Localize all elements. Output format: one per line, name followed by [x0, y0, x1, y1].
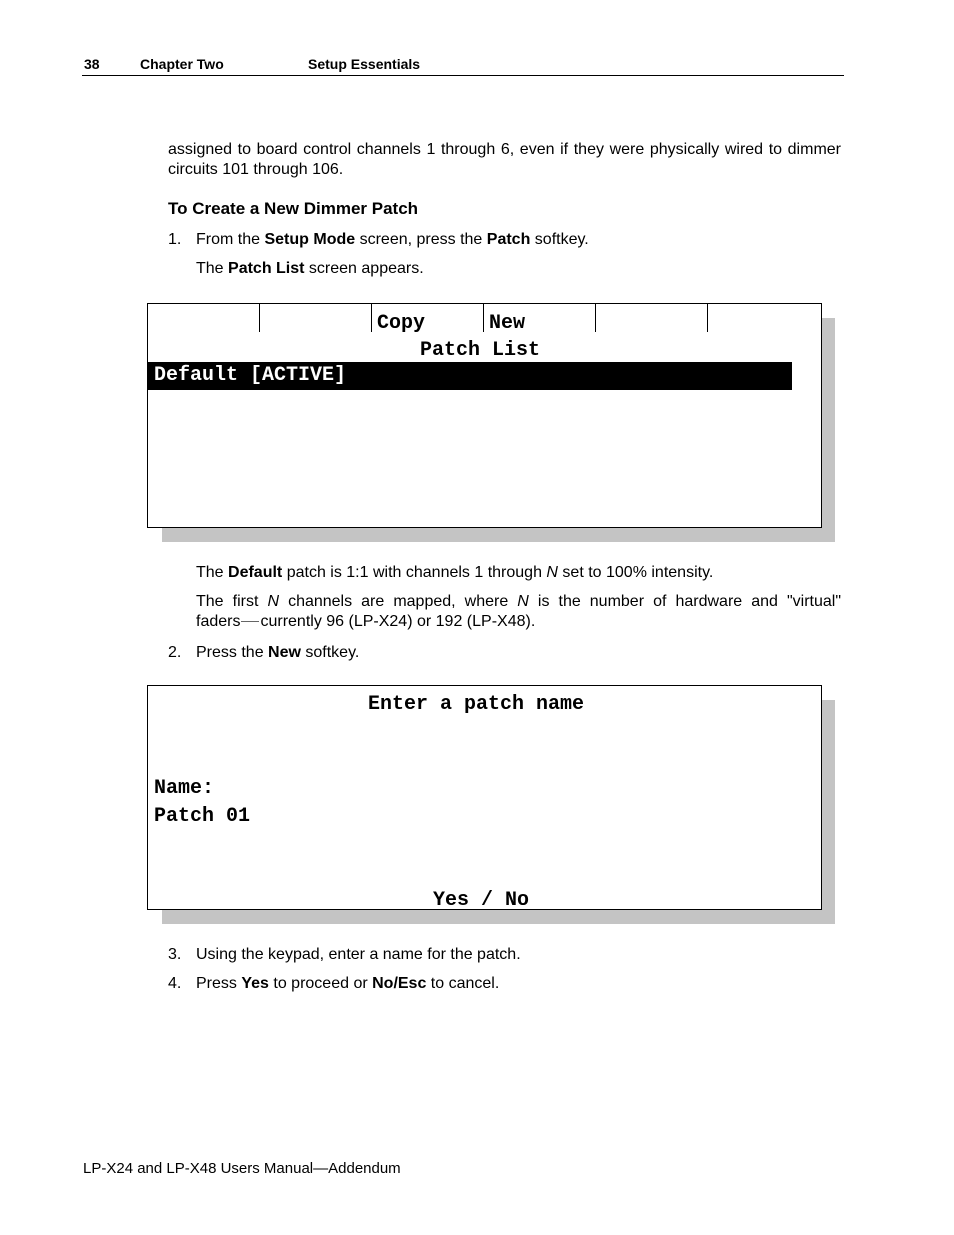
- default-note: The Default patch is 1:1 with channels 1 through N set to 100% intensity.: [196, 564, 714, 581]
- intro-paragraph: assigned to board control channels 1 through 6, even if they were physically wired to dimmer circuits 101 through 106.: [168, 141, 841, 178]
- step-number: 3.: [168, 946, 182, 963]
- running-header: [82, 55, 844, 76]
- mapping-note: The first N channels are mapped, where N is the number of hardware and "virtual" faders currently 96 (LP-X24) or 192 (LP-X48).: [196, 593, 842, 630]
- step-text: From the Setup Mode screen, press the Patch softkey.: [196, 231, 589, 248]
- em-dash: [241, 621, 259, 622]
- step-text: Press the New softkey.: [196, 644, 360, 661]
- section-label: Setup Essentials: [308, 56, 421, 72]
- softkey-1[interactable]: [148, 304, 260, 332]
- patch-list-screen: [147, 303, 822, 528]
- screen-title: Enter a patch name: [368, 693, 585, 716]
- step-number: 4.: [168, 975, 182, 992]
- page-footer: LP-X24 and LP-X48 Users Manual—Addendum: [83, 1160, 401, 1177]
- section-heading: To Create a New Dimmer Patch: [168, 199, 419, 218]
- step-number: 2.: [168, 644, 182, 661]
- patch-list-item-default[interactable]: Default [ACTIVE]: [148, 362, 792, 390]
- softkey-new[interactable]: New: [484, 304, 596, 332]
- step-text: Using the keypad, enter a name for the patch.: [196, 946, 521, 963]
- step-text: Press Yes to proceed or No/Esc to cancel.: [196, 975, 500, 992]
- softkey-copy[interactable]: Copy: [372, 304, 484, 332]
- page-number: 38: [84, 56, 100, 72]
- softkey-6[interactable]: [708, 304, 821, 332]
- softkey-2[interactable]: [260, 304, 372, 332]
- softkey-bar: [148, 304, 821, 335]
- name-label: Name:: [154, 777, 215, 800]
- softkey-5[interactable]: [596, 304, 708, 332]
- chapter-label: Chapter Two: [140, 56, 224, 72]
- step-number: 1.: [168, 231, 182, 248]
- patch-name-input[interactable]: Patch 01: [154, 805, 251, 828]
- screen-title: Patch List: [420, 339, 541, 362]
- step-1-result: The Patch List screen appears.: [196, 260, 424, 277]
- patch-name-screen: [147, 685, 822, 910]
- yes-no-prompt[interactable]: Yes / No: [433, 889, 530, 912]
